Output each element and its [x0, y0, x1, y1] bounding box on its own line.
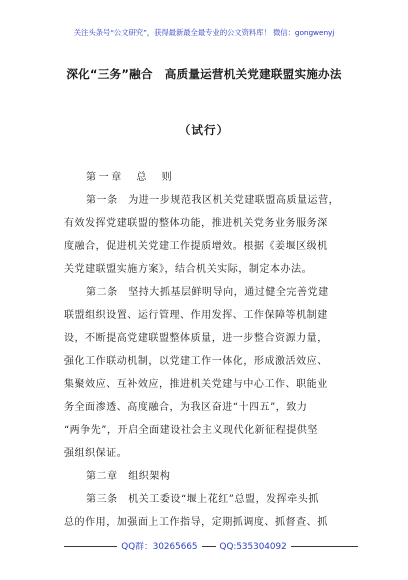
title-part-2: 高质量运营机关党建联盟实施办法 [164, 67, 342, 81]
paragraph-line: 第一条 为进一步规范我区机关党建联盟高质量运营， [86, 195, 340, 206]
paragraph-line: 集聚效应、互补效应，推进机关党建与中心工作、职能业 [64, 379, 328, 390]
paragraph-line: 第二条 坚持大抓基层鲜明导向，通过健全完善党建 [86, 287, 329, 298]
paragraph-line: 度融合，促进机关党建工作提质增效。根据《姜堰区级机 [64, 241, 328, 252]
footer-qq-group: QQ群：30265665 [117, 542, 201, 552]
title-part-1: 深化“三务”融合 [66, 67, 153, 81]
document-title [0, 66, 408, 82]
promo-banner: 关注头条号“公文研究”，获得最新最全最专业的公文资料库！ 微信：gongwenyj [73, 28, 335, 37]
paragraph-line: 关党建联盟实施方案》，结合机关实际，制定本办法。 [64, 264, 313, 275]
paragraph-line: 第三条 机关工委设“堰上花红”总盟，发挥牵头抓 [86, 494, 319, 505]
footer-qq-number: QQ:535304092 [216, 542, 291, 552]
paragraph-line: 强组织保证。 [64, 448, 128, 459]
document-subtitle: （试行） [178, 123, 230, 137]
footer-contact [0, 539, 408, 552]
chapter-heading: 第二章 组织架构 [86, 471, 171, 482]
paragraph-line: 有效发挥党建联盟的整体功能，推进机关党务业务服务深 [64, 218, 328, 229]
chapter-heading: 第一章 总 则 [86, 172, 175, 183]
paragraph-line: 总的作用，加强面上工作指导，定期抓调度、抓督查、抓 [64, 517, 328, 528]
paragraph-line: 设，不断提高党建联盟整体质量，进一步整合资源力量， [64, 333, 328, 344]
paragraph-line: 强化工作联动机制，以党建工作一体化，形成激活效应、 [64, 356, 328, 367]
paragraph-line: 务全面渗透、高度融合，为我区奋进“十四五”，致力 [64, 402, 308, 413]
paragraph-line: 联盟组织设置、运行管理、作用发挥、工作保障等机制建 [64, 310, 328, 321]
paragraph-line: “两争先”，开启全面建设社会主义现代化新征程提供坚 [64, 425, 318, 436]
